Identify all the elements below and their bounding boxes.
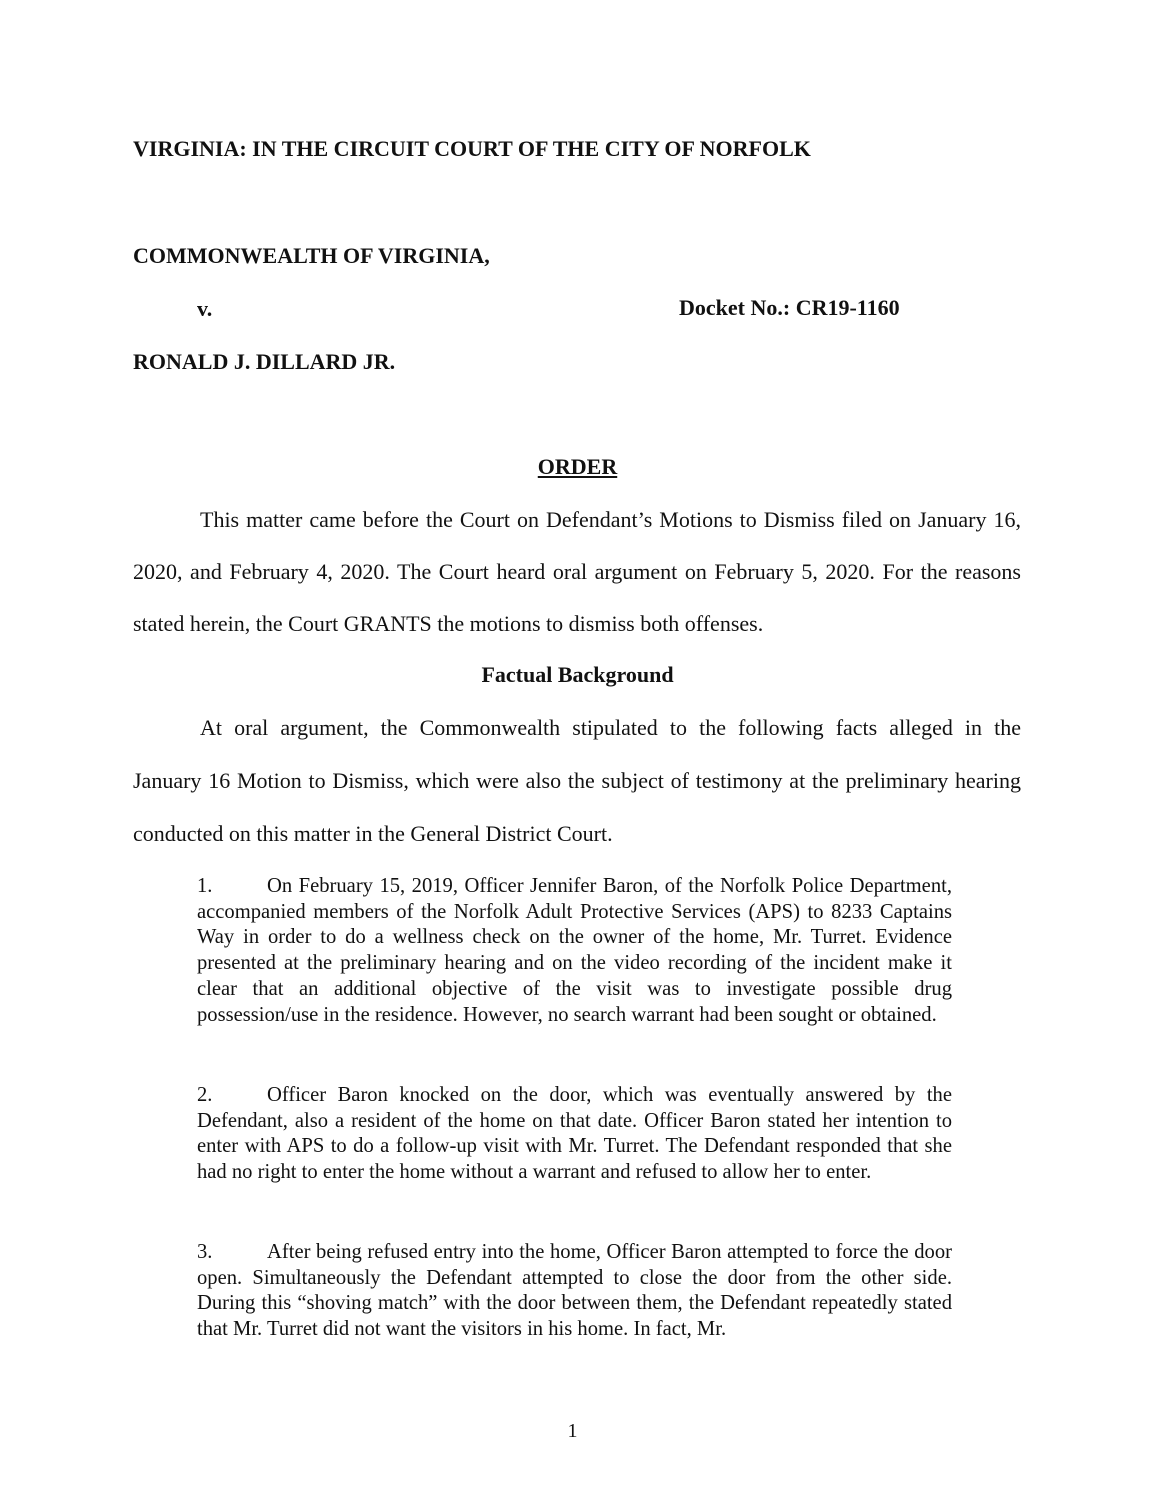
intro-line-1: This matter came before the Court on Defendant’s Motions to Dismiss filed on January 16, [200, 507, 1021, 532]
order-title: ORDER [537, 454, 618, 479]
numbered-paragraph [197, 1083, 952, 1186]
docket-number: Docket No.: CR19-1160 [679, 295, 900, 320]
background-line-2: January 16 Motion to Dismiss, which were also the subject of testimony at the preliminary hearing [133, 768, 1021, 793]
versus-label: v. [197, 296, 213, 321]
paragraph-number: 3. [197, 1241, 213, 1263]
court-heading: VIRGINIA: IN THE CIRCUIT COURT OF THE CITY OF NORFOLK [133, 136, 811, 161]
section-heading: Factual Background [481, 662, 674, 687]
intro-line-2: 2020, and February 4, 2020. The Court heard oral argument on February 5, 2020. For the reasons [133, 559, 1021, 584]
numbered-paragraph [197, 1240, 952, 1343]
defendant-name: RONALD J. DILLARD JR. [133, 349, 396, 374]
paragraph-text: On February 15, 2019, Officer Jennifer Baron, of the Norfolk Police Department, accompanied members of the Norfolk Adult Protective Services (APS) to 8233 Captains Way in order to do a wellness check on the owner of the home, Mr. Turret. Evidence presented at the preliminary hearing and on the video recording of the incident make it clear that an additional objective of the visit was to investigate possible drug possession/use in the residence. However, no search warrant had been sought or obtained. [197, 875, 952, 1026]
intro-line-3: stated herein, the Court GRANTS the motions to dismiss both offenses. [133, 611, 764, 636]
paragraph-number: 1. [197, 875, 213, 897]
plaintiff-name: COMMONWEALTH OF VIRGINIA, [133, 243, 490, 268]
page-number: 1 [567, 1420, 578, 1442]
numbered-paragraph [197, 874, 952, 1028]
paragraph-text: Officer Baron knocked on the door, which was eventually answered by the Defendant, also a resident of the home on that date. Officer Baron stated her intention to enter with APS to do a follow-up visit with Mr. Turret. The Defendant responded that she had no right to enter the home without a warrant and refused to allow her to enter. [197, 1084, 952, 1184]
paragraph-text: After being refused entry into the home, Officer Baron attempted to force the door open. Simultaneously the Defendant attempted to close the door from the other side. During this “shoving match” with the door between them, the Defendant repeatedly stated that Mr. Turret did not want the visitors in his home. In fact, Mr. [197, 1241, 952, 1341]
background-line-1: At oral argument, the Commonwealth stipulated to the following facts alleged in the [200, 715, 1021, 740]
background-line-3: conducted on this matter in the General District Court. [133, 821, 613, 846]
paragraph-number: 2. [197, 1084, 213, 1106]
